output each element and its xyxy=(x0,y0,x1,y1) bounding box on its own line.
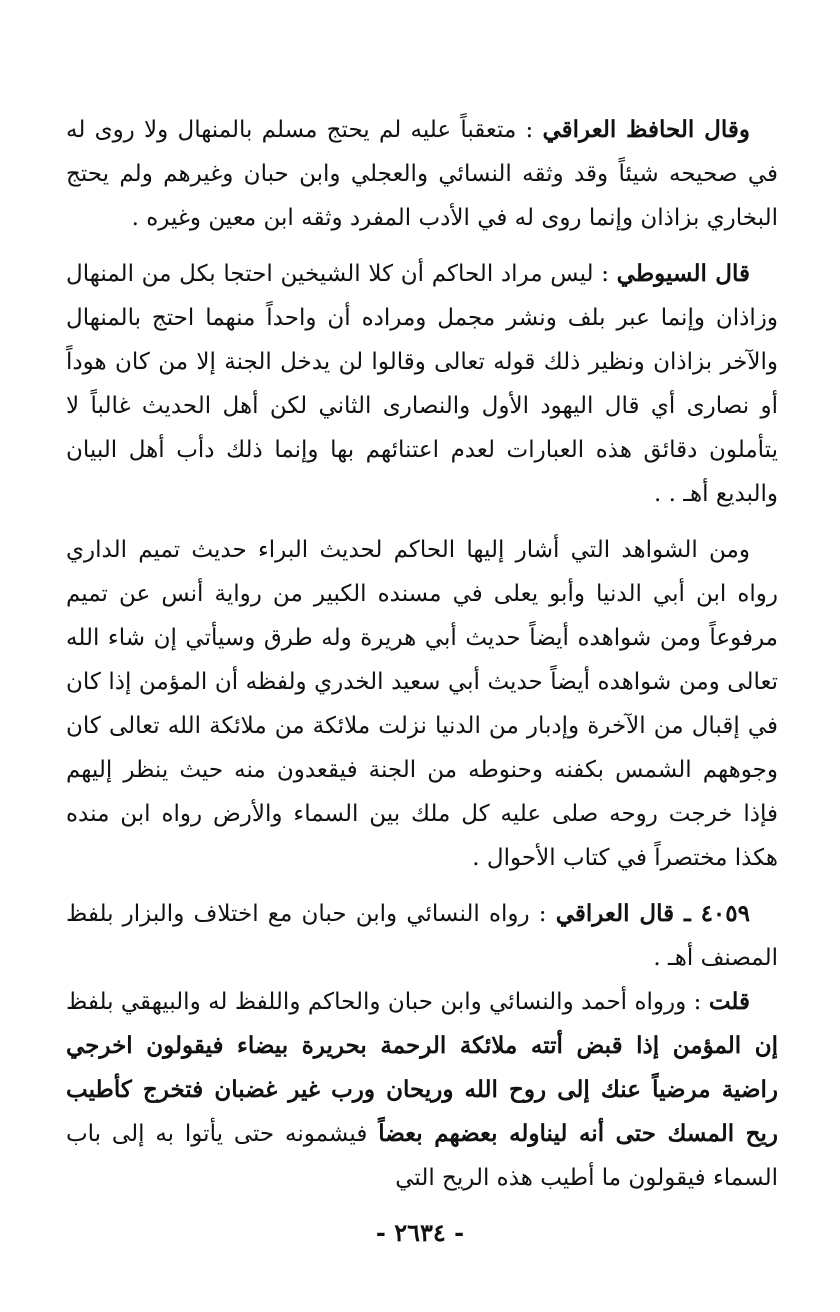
paragraph-tail: فيشمونه حتى يأتوا به إلى باب السماء فيقولون ما أطيب هذه الريح التي xyxy=(66,1121,778,1191)
paragraph-intro: : ورواه أحمد والنسائي وابن حبان والحاكم واللفظ له والبيهقي بلفظ xyxy=(66,989,702,1015)
page-body xyxy=(66,108,778,1200)
page-number: - ٢٦٣٤ - xyxy=(375,1218,465,1247)
paragraph-hadith-4059 xyxy=(66,892,778,980)
paragraph-suyuti xyxy=(66,252,778,516)
paragraph-text: : ليس مراد الحاكم أن كلا الشيخين احتجا بكل من المنهال وزاذان وإنما عبر بلف ونشر مجمل ومراده أن واحداً منهما احتج بالمنهال والآخر بزاذان ونظير ذلك قوله تعالى وقالوا لن يدخل الجنة إلا من كان هوداً أو نصارى أي قال اليهود الأول والنصارى الثاني لكن أهل الحديث غالباً لا يتأملون دقائق هذه العبارات لعدم اعتنائهم بها وإنما ذلك دأب أهل البيان والبديع أهـ . . xyxy=(66,261,778,507)
paragraph-lead: وقال الحافظ العراقي xyxy=(542,116,750,143)
paragraph-lead: قلت xyxy=(708,988,751,1015)
paragraph-lead: قال السيوطي xyxy=(616,260,750,287)
paragraph-shawahid xyxy=(66,528,778,880)
hadith-number-lead: ٤٠٥٩ ـ قال العراقي xyxy=(555,900,750,927)
hadith-quote: إن المؤمن إذا قبض أتته ملائكة الرحمة بحريرة بيضاء فيقولون اخرجي راضية مرضياً عنك إلى روح الله وريحان ورب غير غضبان فتخرج كأطيب ريح المسك حتى أنه ليناوله بعضهم بعضاً xyxy=(66,1032,778,1147)
paragraph-text: : رواه النسائي وابن حبان مع اختلاف والبزار بلفظ المصنف أهـ . xyxy=(66,901,778,971)
paragraph-qultu xyxy=(66,980,778,1200)
paragraph-text: ومن الشواهد التي أشار إليها الحاكم لحديث البراء حديث تميم الداري رواه ابن أبي الدنيا وأبو يعلى في مسنده الكبير من رواية أنس عن تميم مرفوعاً ومن شواهده أيضاً حديث أبي هريرة وله طرق وسيأتي إن شاء الله تعالى ومن شواهده أيضاً حديث أبي سعيد الخدري ولفظه أن المؤمن إذا كان في إقبال من الآخرة وإدبار من الدنيا نزلت ملائكة من ملائكة الله تعالى كان وجوههم الشمس بكفنه وحنوطه من الجنة فيقعدون منه حيث ينظر إليهم فإذا خرجت روحه صلى عليه كل ملك بين السماء والأرض رواه ابن منده هكذا مختصراً في كتاب الأحوال . xyxy=(66,537,778,871)
paragraph-text: : متعقباً عليه لم يحتج مسلم بالمنهال ولا روى له في صحيحه شيئاً وقد وثقه النسائي والعجلي وابن حبان وغيرهم ولم يحتج البخاري بزاذان وإنما روى له في الأدب المفرد وثقه ابن معين وغيره . xyxy=(66,117,778,231)
paragraph-iraqi-1 xyxy=(66,108,778,240)
